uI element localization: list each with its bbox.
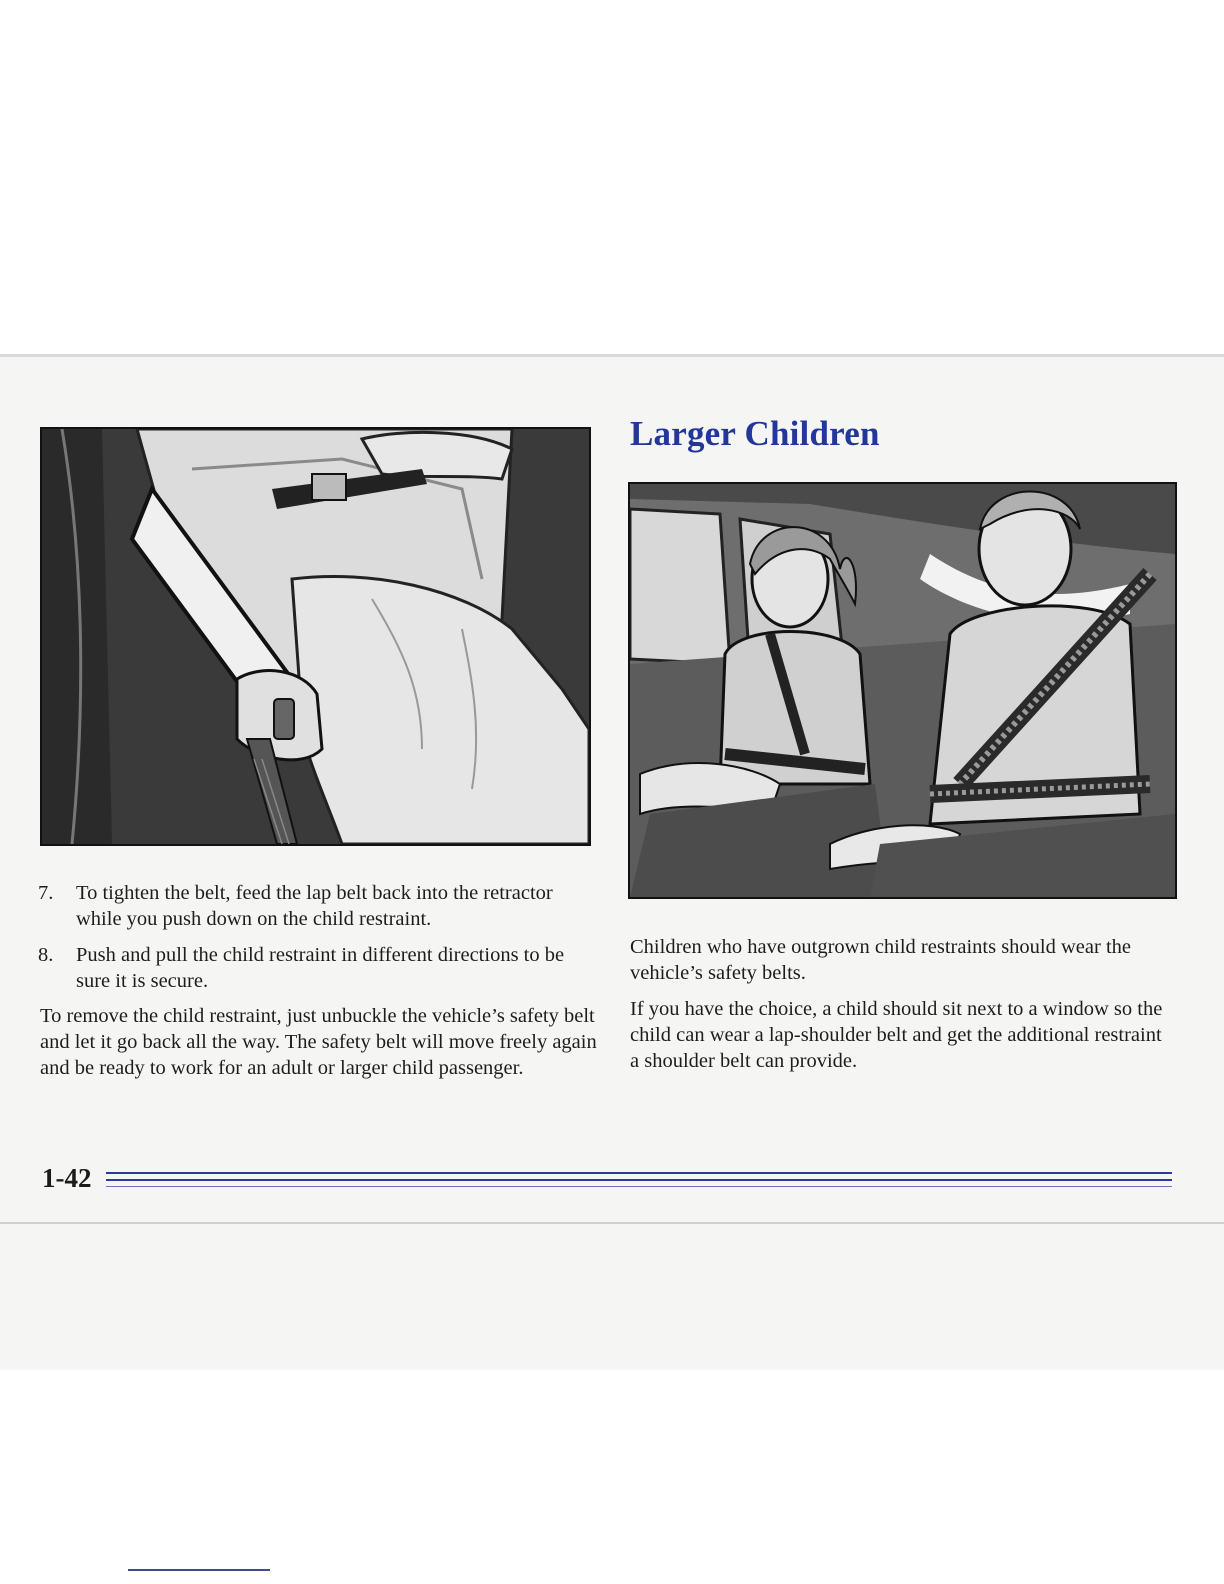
list-item [38,942,598,994]
step-number: 7. [38,882,54,904]
outgrown-restraints-paragraph: Children who have outgrown child restraints should wear the vehicle’s safety belts. [630,936,1131,984]
instruction-steps [38,880,598,1004]
footer-rule [106,1186,1172,1187]
step-number: 8. [38,944,54,966]
larger-children-illustration [628,482,1177,899]
section-title: Larger Children [630,414,880,453]
footer-mark-line [128,1569,270,1571]
child-restraint-tightening-illustration [40,427,591,846]
page-number: 1-42 [42,1163,92,1193]
footer-rule [106,1172,1172,1174]
list-item [38,880,598,932]
step-text: To tighten the belt, feed the lap belt back into the retractor while you push down on the child restraint. [76,882,553,930]
footer-rule [106,1179,1172,1181]
step-text: Push and pull the child restraint in different directions to be sure it is secure. [76,944,565,992]
child-restraint-drawing [42,429,589,844]
remove-restraint-paragraph: To remove the child restraint, just unbuckle the vehicle’s safety belt and let it go back all the way. The safety belt will move freely again and be ready to work for an adult or larger child passenger. [40,1005,597,1079]
page-bottom-edge [0,1222,1224,1224]
page-top-edge [0,354,1224,357]
window-seat-paragraph: If you have the choice, a child should sit next to a window so the child can wear a lap-shoulder belt and get the additional restraint a shoulder belt can provide. [630,998,1163,1072]
children-in-seat-drawing [630,484,1175,897]
